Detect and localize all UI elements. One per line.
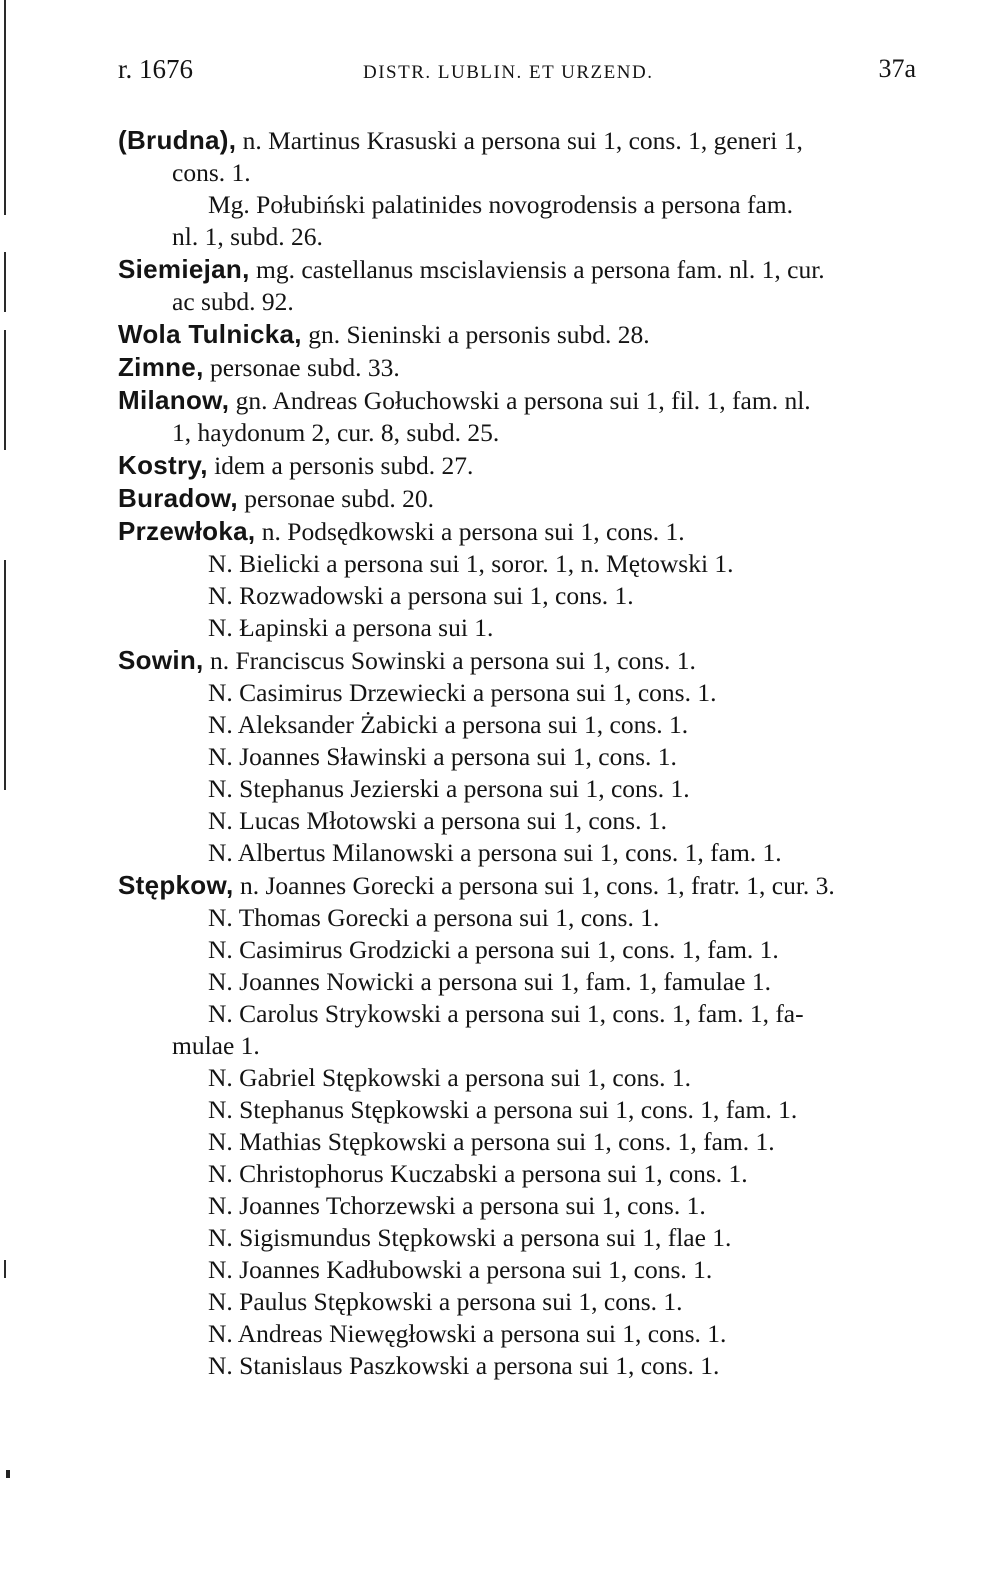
entry-text: n. Martinus Krasuski a persona sui 1, cons. 1, generi 1, [236, 126, 803, 155]
entry-line [118, 449, 918, 482]
entry-line [118, 253, 918, 286]
header-year: r. 1676 [118, 54, 194, 84]
header-title: DISTR. LUBLIN. ET URZEND. [363, 62, 654, 83]
continuation-line: mulae 1. [172, 1031, 260, 1060]
sub-entry-line: N. Rozwadowski a persona sui 1, cons. 1. [208, 581, 634, 610]
sub-entry-line: N. Casimirus Grodzicki a persona sui 1, cons. 1, fam. 1. [208, 935, 779, 964]
place-name: Zimne, [118, 352, 204, 382]
place-name: Milanow, [118, 385, 230, 415]
entry-line [118, 869, 918, 902]
entry-text: gn. Sieninski a personis subd. 28. [301, 320, 650, 349]
continuation-line: nl. 1, subd. 26. [172, 222, 323, 251]
sub-entry-line: N. Gabriel Stępkowski a persona sui 1, cons. 1. [208, 1063, 692, 1092]
sub-entry-line: N. Bielicki a persona sui 1, soror. 1, n. Mętowski 1. [208, 549, 734, 578]
place-name: Wola Tulnicka, [118, 319, 302, 349]
sub-entry-line: N. Casimirus Drzewiecki a persona sui 1, cons. 1. [208, 678, 717, 707]
sub-entry-line: N. Paulus Stępkowski a persona sui 1, cons. 1. [208, 1287, 683, 1316]
entry-line [118, 124, 918, 157]
sub-entry-line: N. Albertus Milanowski a persona sui 1, cons. 1, fam. 1. [208, 838, 782, 867]
page-edge-shadow [4, 252, 6, 312]
running-header [118, 54, 916, 94]
sub-entry-line: N. Carolus Strykowski a persona sui 1, cons. 1, fam. 1, fa- [208, 999, 804, 1028]
continuation-line: cons. 1. [172, 158, 251, 187]
sub-entry-line: N. Sigismundus Stępkowski a persona sui 1, flae 1. [208, 1223, 732, 1252]
entry-line [118, 515, 918, 548]
place-name: (Brudna), [118, 125, 237, 155]
sub-entry-line: N. Joannes Sławinski a persona sui 1, cons. 1. [208, 742, 677, 771]
entry-text: personae subd. 33. [203, 353, 400, 382]
entry-text: mg. castellanus mscislaviensis a persona fam. nl. 1, cur. [249, 255, 825, 284]
sub-entry-line: N. Stephanus Jezierski a persona sui 1, cons. 1. [208, 774, 690, 803]
sub-entry-line: Mg. Połubiński palatinides novogrodensis a persona fam. [208, 190, 794, 219]
sub-entry-line: N. Łapinski a persona sui 1. [208, 613, 494, 642]
continuation-line: 1, haydonum 2, cur. 8, subd. 25. [172, 418, 500, 447]
page-number: 37a [878, 54, 916, 83]
page-edge-shadow [4, 560, 6, 790]
register-entries [118, 124, 918, 1382]
sub-entry-line: N. Aleksander Żabicki a persona sui 1, cons. 1. [208, 710, 689, 739]
place-name: Stępkow, [118, 870, 234, 900]
sub-entry-line: N. Stephanus Stępkowski a persona sui 1, cons. 1, fam. 1. [208, 1095, 798, 1124]
sub-entry-line: N. Joannes Tchorzewski a persona sui 1, cons. 1. [208, 1191, 706, 1220]
sub-entry-line: N. Christophorus Kuczabski a persona sui 1, cons. 1. [208, 1159, 748, 1188]
sub-entry-line: N. Lucas Młotowski a persona sui 1, cons. 1. [208, 806, 667, 835]
sub-entry-line: N. Andreas Niewęgłowski a persona sui 1, cons. 1. [208, 1319, 727, 1348]
entry-text: gn. Andreas Gołuchowski a persona sui 1, fil. 1, fam. nl. [229, 386, 811, 415]
sub-entry-line: N. Joannes Kadłubowski a persona sui 1, cons. 1. [208, 1255, 713, 1284]
place-name: Siemiejan, [118, 254, 250, 284]
entry-line [118, 644, 918, 677]
page-edge-shadow [4, 0, 6, 215]
place-name: Sowin, [118, 645, 204, 675]
place-name: Przewłoka, [118, 516, 256, 546]
entry-line [118, 384, 918, 417]
sub-entry-line: N. Joannes Nowicki a persona sui 1, fam. 1, famulae 1. [208, 967, 771, 996]
entry-line [118, 482, 918, 515]
entry-text: idem a personis subd. 27. [207, 451, 474, 480]
page-edge-shadow [4, 1260, 6, 1278]
scan-speck [6, 1470, 10, 1478]
entry-text: n. Franciscus Sowinski a persona sui 1, cons. 1. [203, 646, 696, 675]
entry-text: n. Podsędkowski a persona sui 1, cons. 1. [255, 517, 685, 546]
place-name: Kostry, [118, 450, 208, 480]
entry-text: personae subd. 20. [237, 484, 435, 513]
sub-entry-line: N. Stanislaus Paszkowski a persona sui 1, cons. 1. [208, 1351, 720, 1380]
sub-entry-line: N. Thomas Gorecki a persona sui 1, cons. 1. [208, 903, 660, 932]
place-name: Buradow, [118, 483, 238, 513]
page-edge-shadow [4, 330, 6, 450]
entry-text: n. Joannes Gorecki a persona sui 1, cons. 1, fratr. 1, cur. 3. [233, 871, 835, 900]
entry-line [118, 318, 918, 351]
entry-line [118, 351, 918, 384]
continuation-line: ac subd. 92. [172, 287, 294, 316]
sub-entry-line: N. Mathias Stępkowski a persona sui 1, cons. 1, fam. 1. [208, 1127, 775, 1156]
